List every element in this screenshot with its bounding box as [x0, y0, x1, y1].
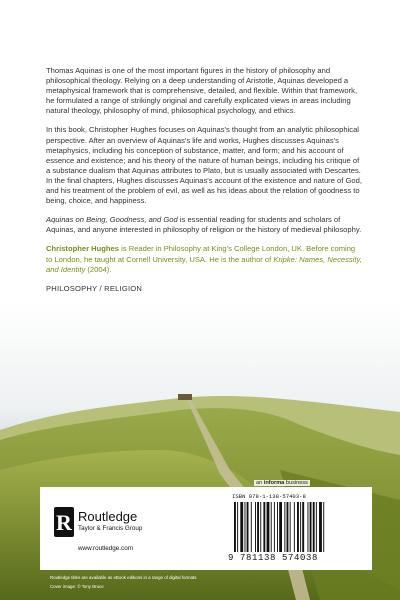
- barcode-bar: [308, 502, 309, 552]
- barcode-bar: [294, 502, 295, 552]
- publisher-group: Taylor & Francis Group: [78, 525, 143, 532]
- publisher-url: www.routledge.com: [78, 545, 133, 552]
- barcode-bar: [263, 502, 265, 552]
- barcode-bar: [251, 502, 252, 552]
- barcode-bar: [277, 502, 278, 552]
- barcode-bar: [255, 502, 256, 552]
- barcode-bar: [310, 502, 312, 552]
- publisher-panel: [40, 487, 372, 570]
- barcode-bar: [247, 502, 249, 552]
- barcode-bar: [287, 502, 289, 552]
- barcode-bar: [237, 502, 238, 552]
- blurb-paragraph-3-rest: is essential reading for students and scholars of Aquinas, and anyone interested in philosophy of religion or the history of medieval philosophy.: [46, 215, 362, 235]
- barcode-bar: [297, 502, 299, 552]
- barcode-bar: [257, 502, 259, 552]
- svg-text:R: R: [56, 510, 72, 535]
- cover-image-credit: Cover image: © Tony Bruce: [50, 584, 104, 589]
- barcode-bar: [302, 502, 304, 552]
- author-previous-book: Kripke: Names, Necessity, and Identity: [46, 254, 362, 274]
- barcode-digits: 9 781138 574038: [228, 553, 319, 563]
- author-bio-text-1: is Reader in Philosophy at King's College London, UK. Before coming to London, he taught at Cornell University, USA. He is the author of: [46, 244, 356, 264]
- subject-category: PHILOSOPHY / RELIGION: [46, 283, 143, 293]
- publisher-name: Routledge: [78, 509, 138, 524]
- book-title: Aquinas on Being, Goodness, and God: [46, 215, 178, 225]
- barcode-bar: [267, 502, 270, 552]
- publisher-block: [52, 501, 182, 561]
- routledge-r-logo-icon: [52, 501, 76, 541]
- blurb-paragraph-2: In this book, Christopher Hughes focuses on Aquinas's thought from an analytic philosophical perspective. After an overview of Aquinas's life and works, Hughes discusses Aquinas's metaphysics, including his conception of substance, matter, and form; and his account of essence and existence; and his theory of the nature of human beings, including his critique of a substance dualism that Aquinas attributes to Plato, but is usually associated with Descartes. In the final chapters, Hughes discusses Aquinas's account of the existence and nature of God, and his treatment of the problem of evil, as well as his ideas about the relation of goodness to being, choice, and happiness.: [46, 125, 362, 206]
- barcode-bar: [313, 502, 315, 552]
- barcode-bar: [260, 502, 261, 552]
- barcode-bar: [271, 502, 272, 552]
- back-cover-blurb: [46, 66, 362, 303]
- barcode-bar: [240, 502, 243, 552]
- author-bio-text-2: (2004).: [85, 264, 112, 274]
- author-name: Christopher Hughes: [46, 244, 119, 254]
- barcode-bar: [300, 502, 301, 552]
- isbn-text: ISBN 978-1-138-57403-8: [232, 493, 306, 500]
- barcode-bar: [290, 502, 291, 552]
- informa-brand: informa: [263, 480, 285, 486]
- barcode-bar: [319, 502, 322, 552]
- informa-suffix: business: [284, 480, 308, 486]
- isbn-barcode-block: [228, 493, 368, 565]
- author-bio: [46, 244, 362, 274]
- barcode-bar: [323, 502, 324, 552]
- barcode-bar: [234, 502, 236, 552]
- informa-business-tag: [254, 480, 310, 486]
- barcode-bar: [279, 502, 282, 552]
- barcode-bar: [274, 502, 275, 552]
- barcode-bar: [316, 502, 317, 552]
- barcode-bar: [245, 502, 246, 552]
- informa-prefix: an: [256, 480, 264, 486]
- barcode-bar: [284, 502, 285, 552]
- ebook-note: Routledge titles are available as eBook editions in a range of digital formats: [50, 575, 197, 580]
- isbn-barcode-icon: [232, 502, 360, 554]
- blurb-paragraph-1: Thomas Aquinas is one of the most important figures in the history of philosophy and philosophical theology. Relying on a deep understanding of Aristotle, Aquinas developed a metaphysical framework that is comprehensive, detailed, and flexible. Within that framework, he formulated a range of strikingly original and carefully explicated views in areas including natural theology, philosophy of mind, philosophical psychology, and ethics.: [46, 66, 358, 116]
- blurb-paragraph-3: [46, 215, 362, 235]
